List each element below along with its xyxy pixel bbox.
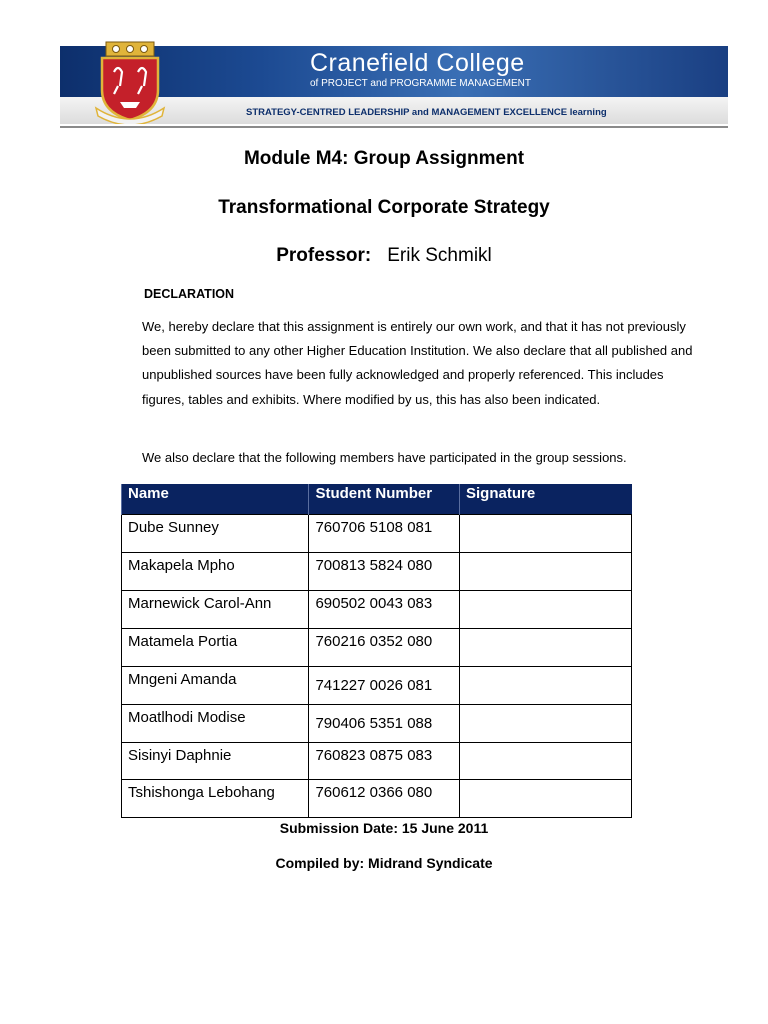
table-row <box>122 591 632 629</box>
member-student-number: 690502 0043 083 <box>309 591 460 629</box>
college-banner <box>60 46 728 128</box>
table-row <box>122 629 632 667</box>
member-student-number: 741227 0026 081 <box>309 667 460 705</box>
member-signature <box>459 591 631 629</box>
table-row <box>122 667 632 705</box>
compiled-by: Compiled by: Midrand Syndicate <box>275 855 493 871</box>
column-header-signature: Signature <box>459 484 631 515</box>
declaration-paragraph: We, hereby declare that this assignment is entirely our own work, and that it has not previously been submitted to any other Higher Education Institution. We also declare that all published and unpublished sources have been fully acknowledged and properly referenced. This includes figures, tables and exhibits. Where modified by us, this has also been indicated. <box>142 319 693 407</box>
member-student-number: 790406 5351 088 <box>309 705 460 743</box>
professor-line <box>0 245 768 267</box>
member-name: Matamela Portia <box>122 629 309 667</box>
member-name: Dube Sunney <box>122 515 309 553</box>
member-student-number: 760706 5108 081 <box>309 515 460 553</box>
module-title: Module M4: Group Assignment <box>243 148 525 169</box>
member-signature <box>459 667 631 705</box>
column-header-name: Name <box>122 484 309 515</box>
table-row <box>122 515 632 553</box>
member-name: Moatlhodi Modise <box>122 705 309 743</box>
subject-title: Transformational Corporate Strategy <box>218 197 550 218</box>
member-student-number: 760216 0352 080 <box>309 629 460 667</box>
member-student-number: 700813 5824 080 <box>309 553 460 591</box>
member-signature <box>459 743 631 780</box>
member-name: Tshishonga Lebohang <box>122 780 309 818</box>
member-signature <box>459 629 631 667</box>
college-crest-logo <box>92 40 168 124</box>
member-signature <box>459 780 631 818</box>
member-student-number: 760612 0366 080 <box>309 780 460 818</box>
member-name: Marnewick Carol-Ann <box>122 591 309 629</box>
table-row <box>122 743 632 780</box>
submission-date: Submission Date: 15 June 2011 <box>279 820 489 836</box>
declaration-heading: DECLARATION <box>144 287 235 301</box>
participation-statement: We also declare that the following members have participated in the group sessions. <box>142 450 627 465</box>
member-student-number: 760823 0875 083 <box>309 743 460 780</box>
member-name: Makapela Mpho <box>122 553 309 591</box>
table-row <box>122 780 632 818</box>
table-row <box>122 553 632 591</box>
member-name: Mngeni Amanda <box>122 667 309 705</box>
members-table <box>121 484 632 818</box>
college-name: Cranefield College <box>310 49 525 77</box>
table-header-row <box>122 484 632 515</box>
college-subtitle: of PROJECT and PROGRAMME MANAGEMENT <box>310 78 531 89</box>
member-signature <box>459 553 631 591</box>
member-signature <box>459 705 631 743</box>
college-tagline: STRATEGY-CENTRED LEADERSHIP and MANAGEMENT EXCELLENCE learning <box>246 107 607 118</box>
member-signature <box>459 515 631 553</box>
member-name: Sisinyi Daphnie <box>122 743 309 780</box>
professor-name: Erik Schmikl <box>387 245 492 266</box>
column-header-student-number: Student Number <box>309 484 460 515</box>
table-row <box>122 705 632 743</box>
professor-label: Professor: <box>276 245 372 266</box>
